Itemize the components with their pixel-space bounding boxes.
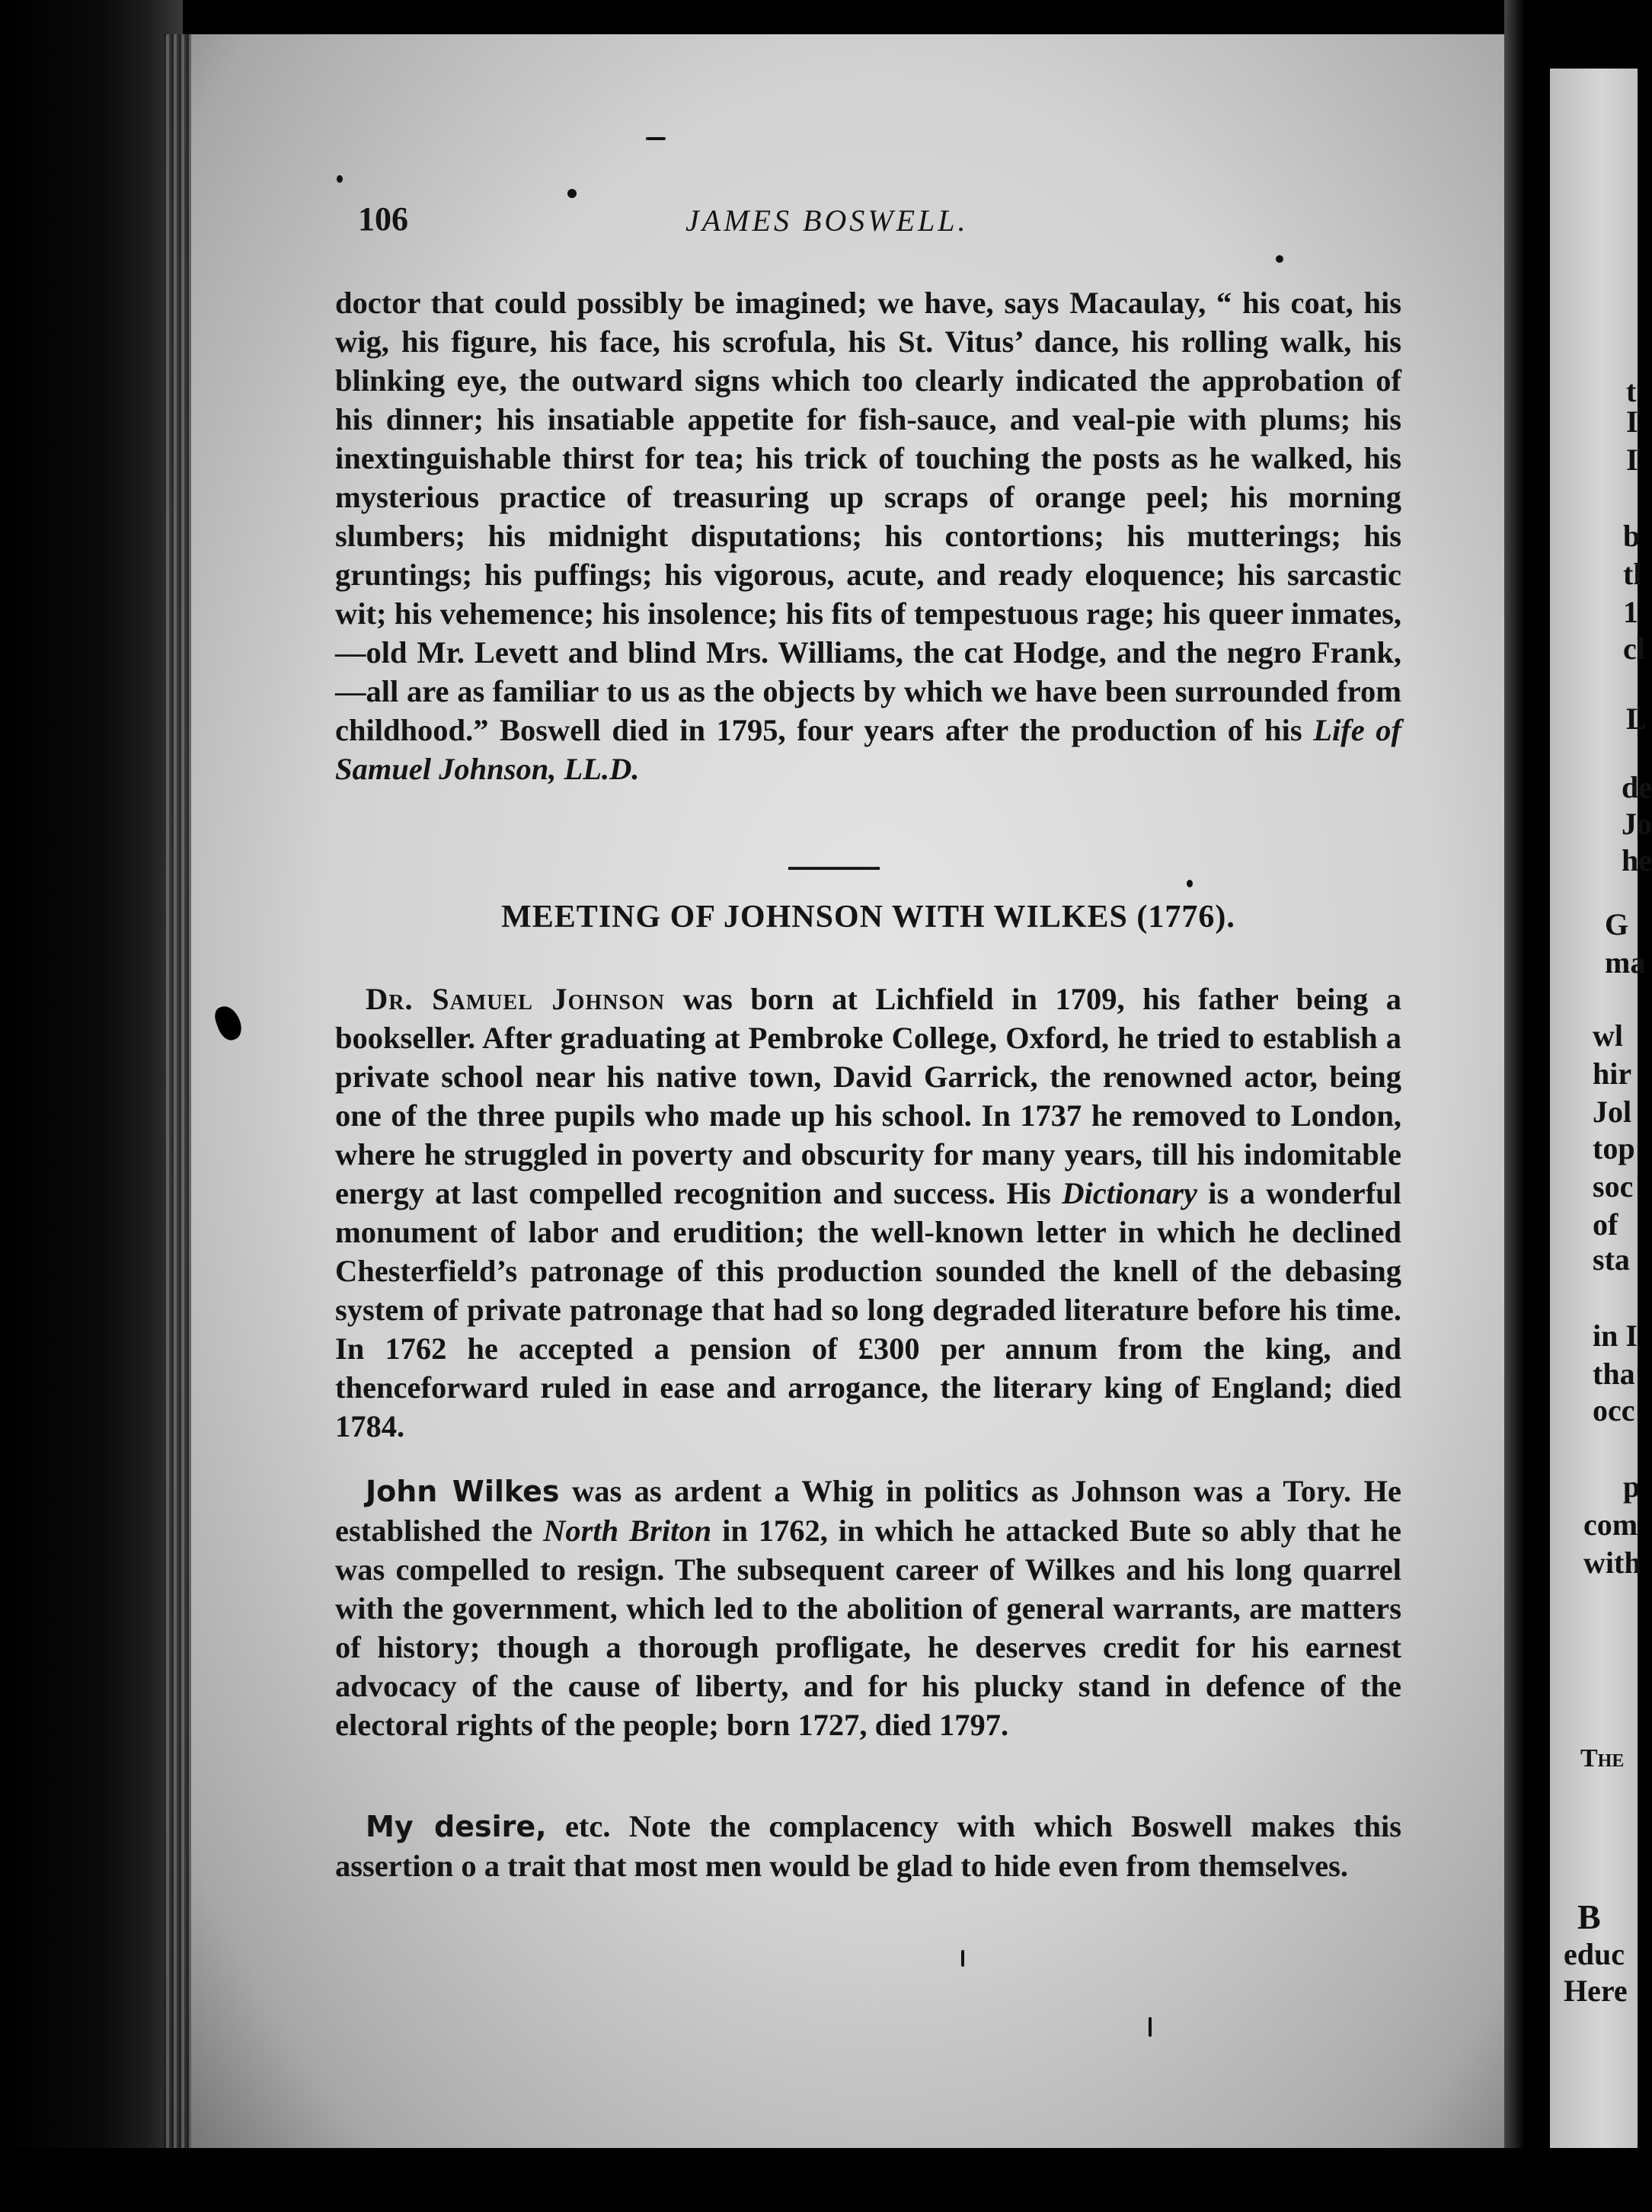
section-divider xyxy=(788,867,880,870)
paragraph-text-cont: is a wonderful monument of labor and erudition; the well-known letter in which he declined Chesterfield’s patronage of this production sounded the knell of the debasing system of private patronage that had so long degraded literature before his time. In 1762 he accepted a pension of £300 per annum from the king, and thenceforward ruled in ease and arrogance, the literary king of England; died 1784. xyxy=(335,1176,1401,1443)
adjacent-fragment: ma xyxy=(1605,945,1646,980)
paragraph-text: doctor that could possibly be imagined; we have, says Macaulay, “ his coat, his wig, his figure, his face, his scrofula, his St. Vitus’ dance, his rolling walk, his blinking eye, the outward signs which too clearly indicated the approbation of his dinner; his insatiable appetite for fish-sauce, and veal-pie with plums; his inextinguishable thirst for tea; his trick of touching the posts as he walked, his mysterious practice of treasuring up scraps of orange peel; his morning slumbers; his midnight disputations; his contortions; his mutterings; his gruntings; his puffings; his vigorous, acute, and ready eloquence; his sarcastic wit; his vehemence; his insolence; his fits of tempestuous rage; his queer inmates,—old Mr. Levett and blind Mrs. Williams, the cat Hodge, and the negro Frank,—all are as familiar to us as the objects by which we have been surrounded from childhood.” Boswell died in 1795, four years after the production of his xyxy=(335,286,1401,747)
running-head xyxy=(358,200,1386,253)
adjacent-fragment: de xyxy=(1622,770,1652,804)
adjacent-fragment: com xyxy=(1583,1507,1638,1542)
adjacent-fragment: I xyxy=(1626,404,1638,439)
scan-speck xyxy=(1149,2017,1152,2037)
adjacent-fragment: I xyxy=(1626,443,1638,477)
adjacent-fragment: he xyxy=(1622,843,1652,877)
adjacent-fragment: with xyxy=(1583,1546,1641,1580)
adjacent-fragment: B xyxy=(1577,1897,1601,1936)
adjacent-fragment: cl xyxy=(1623,631,1645,666)
book-title-italic: Life of Samuel Johnson, LL.D. xyxy=(335,713,1401,786)
section-heading: MEETING OF JOHNSON WITH WILKES (1776). xyxy=(501,900,1235,935)
scan-speck xyxy=(567,189,577,198)
paragraph-macaulay-quote xyxy=(335,283,1401,788)
scan-speck xyxy=(1276,255,1283,263)
adjacent-page xyxy=(1550,69,1652,2171)
running-head-title: JAMES BOSWELL. xyxy=(685,203,969,238)
scan-speck xyxy=(337,175,343,183)
adjacent-fragment: in I xyxy=(1593,1319,1638,1353)
adjacent-fragment: tl xyxy=(1623,557,1642,591)
scan-bottom-margin xyxy=(0,2148,1638,2212)
adjacent-fragment: The xyxy=(1580,1744,1625,1772)
scan-left-margin xyxy=(0,0,183,2212)
johnson-name: Dr. Samuel Johnson xyxy=(366,982,665,1016)
scan-speck xyxy=(646,137,666,140)
paragraph-wilkes-bio xyxy=(335,1472,1401,1744)
adjacent-fragment: b xyxy=(1623,519,1641,553)
adjacent-fragment: 1 xyxy=(1623,595,1638,629)
adjacent-fragment: wl xyxy=(1593,1018,1623,1053)
adjacent-fragment: tha xyxy=(1593,1357,1635,1391)
page-edge xyxy=(164,34,191,2175)
adjacent-fragment: occ xyxy=(1593,1393,1635,1427)
paragraph-text-cont: in 1762, in which he attacked Bute so ably that he was compelled to resign. The subsequent career of Wilkes and his long quarrel with the government, which led to the abolition of general warrants, are matters of history; though a thorough profligate, he deserves credit for his earnest advocacy of the cause of liberty, and for his plucky stand in defence of the electoral rights of the people; born 1727, died 1797. xyxy=(335,1514,1401,1742)
adjacent-fragment: t xyxy=(1626,374,1637,408)
adjacent-fragment: p xyxy=(1623,1469,1641,1504)
note-lead: My desire, xyxy=(366,1810,547,1843)
adjacent-fragment: Jo xyxy=(1622,807,1652,841)
north-briton-italic: North Briton xyxy=(543,1514,712,1548)
adjacent-fragment: top xyxy=(1593,1131,1635,1165)
adjacent-fragment: Jol xyxy=(1593,1095,1632,1129)
page-number: 106 xyxy=(358,200,408,238)
wilkes-lead: John Wilkes xyxy=(366,1475,560,1508)
paragraph-text: was as ardent a Whig in politics as Johnson was a Tory. He established the xyxy=(335,1474,1401,1548)
paragraph-johnson-bio xyxy=(335,980,1401,1446)
scan-speck xyxy=(961,1950,964,1967)
adjacent-fragment: sta xyxy=(1593,1242,1630,1277)
adjacent-fragment: G xyxy=(1605,907,1629,941)
adjacent-fragment: Here xyxy=(1564,1974,1628,2008)
adjacent-fragment: hir xyxy=(1593,1056,1632,1091)
scan-speck xyxy=(1187,880,1193,887)
dictionary-italic: Dictionary xyxy=(1062,1176,1197,1210)
adjacent-fragment: educ xyxy=(1564,1937,1625,1971)
book-gutter xyxy=(1504,0,1550,2212)
paragraph-text: etc. Note the complacency with which Boswell makes this assertion o a trait that most men would be glad to hide even from themselves. xyxy=(335,1809,1401,1883)
adjacent-fragment: soc xyxy=(1593,1169,1634,1203)
paragraph-my-desire-note xyxy=(335,1807,1401,1885)
paragraph-text: was born at Lichfield in 1709, his father being a bookseller. After graduating at Pembroke College, Oxford, he tried to establish a private school near his native town, David Garrick, the renowned actor, being one of the three pupils who made up his school. In 1737 he removed to London, where he struggled in poverty and obscurity for many years, till his indomitable energy at last compelled recognition and success. His xyxy=(335,982,1401,1210)
adjacent-fragment: L xyxy=(1626,702,1647,736)
adjacent-fragment: of xyxy=(1593,1207,1618,1242)
